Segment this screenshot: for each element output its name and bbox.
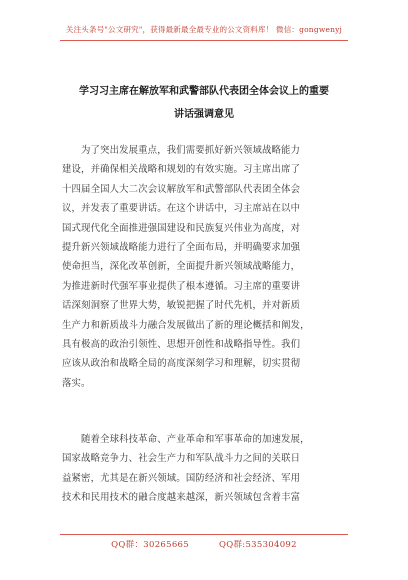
body-paragraph-2 xyxy=(62,430,344,508)
paragraph-line: 国家战略竞争力、社会生产力和军队战斗力之间的关联日 xyxy=(62,453,301,465)
paragraph-line: 议，并发表了重要讲话。在这个讲话中，习主席站在以中 xyxy=(62,203,301,215)
paragraph-line: 随着全球科技革命、产业革命和军事革命的加速发展， xyxy=(81,434,310,445)
footer-divider xyxy=(60,534,348,535)
paragraph-line: 建设，并确保相关战略和规划的有效实施。习主席出席了 xyxy=(62,164,301,176)
paragraph-line: 技术和民用技术的融合度越来越深，新兴领域包含着丰富 xyxy=(62,492,301,504)
document-title xyxy=(58,80,350,126)
footer-qq-groups: QQ群：30265665 QQ群:535304092 xyxy=(111,540,297,550)
paragraph-line: 为推进新时代强军事业提供了根本遵循。习主席的重要讲 xyxy=(62,280,301,292)
paragraph-line: 为了突出发展重点，我们需要抓好新兴领域战略能力 xyxy=(81,145,301,156)
title-line: 学习习主席在解放军和武警部队代表团全体会议上的重要 xyxy=(79,86,329,97)
title-line: 讲话强调意见 xyxy=(174,109,234,120)
paragraph-line: 应该从政治和战略全局的高度深刻学习和理解，切实贯彻 xyxy=(62,358,301,370)
paragraph-line: 益紧密，尤其是在新兴领域。国防经济和社会经济、军用 xyxy=(62,472,301,484)
header-divider xyxy=(60,40,348,41)
body-paragraph-1 xyxy=(62,141,344,393)
header-promo-note: 关注头条号"公文研究"，获得最新最全最专业的公文资料库！ 微信：gongwenyj xyxy=(65,25,343,34)
paragraph-line: 国式现代化全面推进强国建设和民族复兴伟业为高度，对 xyxy=(62,222,301,234)
paragraph-line: 话深刻洞察了世界大势，敏锐把握了时代先机，并对新质 xyxy=(62,300,301,312)
paragraph-line: 提升新兴领域战略能力进行了全面布局，并明确要求加强 xyxy=(62,242,301,254)
paragraph-line: 使命担当，深化改革创新，全面提升新兴领域战略能力， xyxy=(62,261,301,273)
paragraph-line: 十四届全国人大二次会议解放军和武警部队代表团全体会 xyxy=(62,183,301,195)
paragraph-line: 落实。 xyxy=(62,377,91,389)
paragraph-line: 具有极高的政治引领性、思想开创性和战略指导性。我们 xyxy=(62,339,301,351)
paragraph-line: 生产力和新质战斗力融合发展做出了新的理论概括和阐发， xyxy=(62,319,310,331)
